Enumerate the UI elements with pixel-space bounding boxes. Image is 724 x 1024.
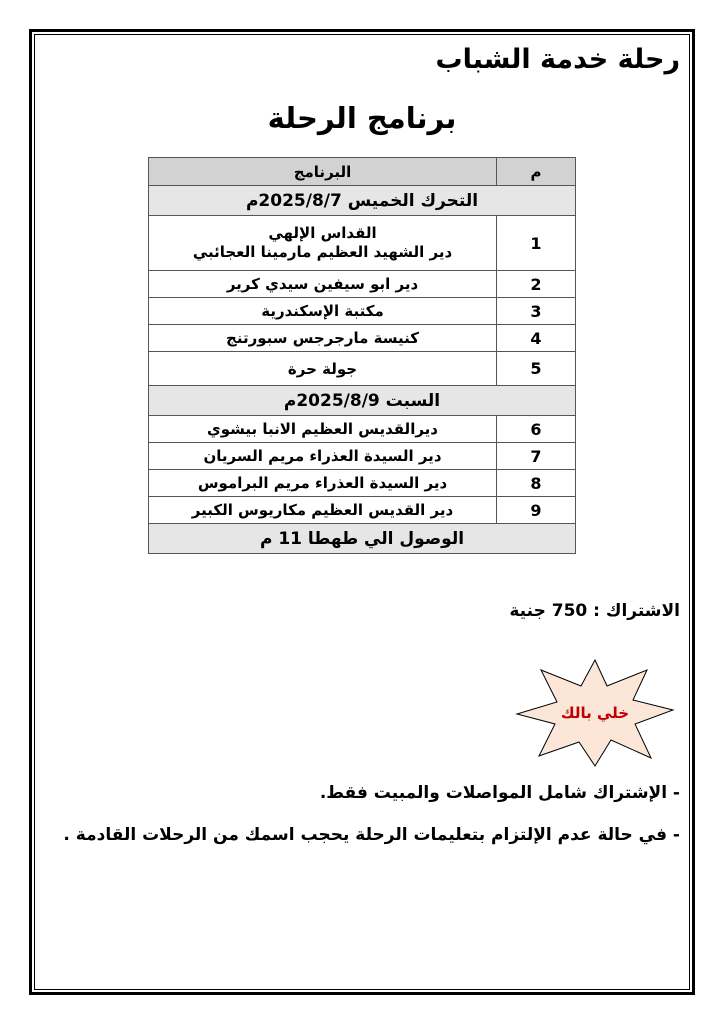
table-header-row [149,158,576,186]
day2-row [149,386,576,416]
row-item: دير ابو سيفين سيدي كرير [149,271,497,298]
row-number: 2 [497,271,576,298]
row-item: دير السيدة العذراء مريم البراموس [149,470,497,497]
callout-text: خلي بالك [560,704,630,722]
arrival-row [149,524,576,554]
row-item: جولة حرة [149,352,497,386]
row-item: دير السيدة العذراء مريم السريان [149,443,497,470]
row-item: دير القديس العظيم مكاريوس الكبير [149,497,497,524]
day1-label: التحرك الخميس 2025/8/7م [149,186,576,216]
table-row [149,416,576,443]
row-number: 9 [497,497,576,524]
table-row [149,497,576,524]
table-row [149,443,576,470]
row-item: مكتبة الإسكندرية [149,298,497,325]
row-item-line2: دير الشهيد العظيم مارمينا العجائبي [192,243,453,261]
row-number: 7 [497,443,576,470]
row-item: كنيسة مارجرجس سبورتنج [149,325,497,352]
table-row [149,470,576,497]
row-number: 8 [497,470,576,497]
day2-label: السبت 2025/8/9م [149,386,576,416]
attention-callout [515,658,675,768]
note-rules: - في حالة عدم الإلتزام بتعليمات الرحلة يحجب اسمك من الرحلات القادمة . [63,825,680,845]
row-number: 3 [497,298,576,325]
table-row [149,325,576,352]
note-includes: - الإشتراك شامل المواصلات والمبيت فقط. [319,783,680,803]
table-row [149,298,576,325]
arrival-label: الوصول الي طهطا 11 م [149,524,576,554]
row-item [149,216,497,271]
schedule-table [148,157,576,554]
table-row [149,352,576,386]
row-number: 5 [497,352,576,386]
program-title: برنامج الرحلة [267,101,457,135]
row-item: ديرالقديس العظيم الانبا بيشوي [149,416,497,443]
table-row [149,216,576,271]
col-header-num: م [497,158,576,186]
subscription-fee: الاشتراك : 750 جنية [509,601,680,621]
row-item-line1: القداس الإلهي [268,224,377,242]
row-number: 4 [497,325,576,352]
row-number: 6 [497,416,576,443]
day1-row [149,186,576,216]
org-title: رحلة خدمة الشباب [435,44,680,75]
table-row [149,271,576,298]
row-number: 1 [497,216,576,271]
col-header-program: البرنامج [149,158,497,186]
